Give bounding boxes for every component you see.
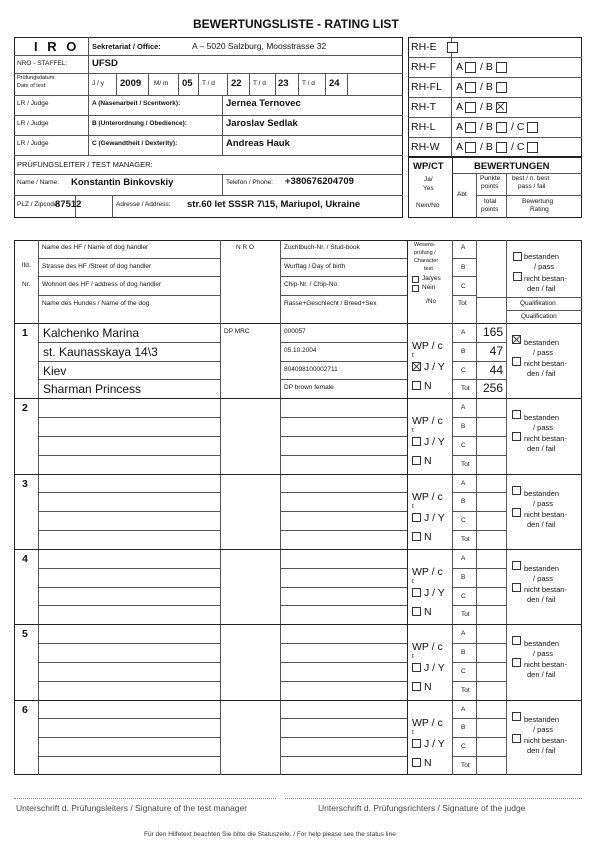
yes-label: Yes	[423, 185, 434, 192]
judge-name[interactable]: Jernea Ternovec	[226, 98, 301, 109]
rh-code: RH-F	[411, 61, 437, 73]
date-part-label: T / d	[253, 80, 266, 87]
entry-handler-line[interactable]: Sharman Princess	[43, 382, 142, 397]
entry-score-label: C	[461, 667, 466, 675]
header-col1-line: Name des Hundes / Name of the dog	[42, 299, 150, 307]
entry-nicht: nicht bestan-	[524, 735, 567, 745]
rh-checkbox[interactable]	[496, 102, 507, 113]
entry-pass: / pass	[533, 348, 554, 357]
header-col1-line: Strasse des HF /Street of dog handler	[42, 262, 152, 270]
zip-value[interactable]: 87512	[55, 199, 82, 210]
entry-n-checkbox[interactable]	[412, 532, 421, 541]
rh-letter: / B	[480, 141, 493, 153]
entry-n-checkbox[interactable]	[412, 758, 421, 767]
entry-score-label: B	[461, 498, 466, 506]
rh-checkbox[interactable]	[496, 142, 507, 153]
entry-wp-t: t	[412, 728, 414, 736]
entry-handler-line[interactable]: Kiev	[43, 363, 67, 378]
header-pass: / pass	[534, 262, 555, 271]
entry-pass: / pass	[533, 649, 554, 659]
entry-pass-checkbox[interactable]	[512, 335, 521, 344]
entry-score-label: C	[461, 441, 466, 449]
entry-score-label: A	[461, 404, 466, 412]
entry-number: 5	[22, 628, 28, 641]
entry-n-checkbox[interactable]	[412, 682, 421, 691]
rh-letter: / C	[511, 121, 525, 133]
bewertungen-label: BEWERTUNGEN	[474, 161, 550, 172]
rh-code: RH-W	[411, 141, 440, 153]
nein-no-label: Nein/No	[416, 202, 440, 209]
header-col3-line: Wurftag / Day of birth	[284, 262, 346, 270]
entry-score-label: Tot	[461, 611, 470, 619]
entry-pass: / pass	[533, 498, 554, 508]
date-part-label: T / d	[202, 80, 215, 87]
entry-score-label: A	[461, 329, 466, 336]
rh-checkbox[interactable]	[465, 102, 476, 113]
header-qualification: Qualification	[521, 313, 557, 320]
rh-checkbox[interactable]	[465, 142, 476, 153]
header-qualifikation: Qualifikation	[520, 300, 556, 307]
entry-handler-line[interactable]: Kalchenko Marina	[43, 326, 140, 340]
office-value: A – 5020 Salzburg, Moosstrasse 32	[192, 41, 327, 51]
entry-fail-checkbox[interactable]	[512, 734, 521, 743]
wesen-1: Wesens-	[414, 242, 436, 248]
header-nein-checkbox	[412, 285, 419, 292]
entry-number: 2	[22, 402, 28, 415]
entry-wp-label: WP / c	[412, 716, 443, 729]
date-part-value[interactable]: 2009	[120, 78, 142, 89]
entry-score-label: C	[461, 592, 466, 600]
entry-score-label: C	[461, 743, 466, 751]
wesen-3: Character	[414, 258, 439, 264]
entry-wp-label: WP / c	[412, 415, 443, 428]
judge-part: B (Unterordnung / Obedience):	[92, 120, 187, 127]
rh-checkbox[interactable]	[465, 62, 476, 73]
entry-info-line[interactable]: 05.10.2004	[284, 346, 317, 354]
header-a: A	[461, 244, 466, 251]
phone-value[interactable]: +380676204709	[285, 176, 354, 187]
judge-part: A (Nasenarbeit / Scentwork):	[92, 100, 181, 107]
best-label: best / n. best	[512, 175, 550, 182]
header-col3-line: Zuchtbuch-Nr. / Stud-book	[284, 244, 360, 251]
entry-bestanden: bestanden	[524, 563, 560, 573]
entry-score-label: C	[461, 517, 466, 525]
entry-score-label: A	[461, 705, 466, 713]
entry-fail: den / fail	[527, 519, 556, 529]
address-label: Adresse / Address:	[116, 201, 171, 208]
header-c: C	[461, 283, 466, 290]
entry-score-label: B	[461, 724, 466, 732]
entry-pass-checkbox[interactable]	[512, 712, 521, 721]
entry-score-label: Tot	[461, 385, 470, 393]
judge-label: LR / Judge	[17, 100, 49, 107]
entry-fail-checkbox[interactable]	[512, 432, 521, 441]
header-fail: den / fail	[527, 284, 556, 293]
entry-info-line[interactable]: DP brown female	[284, 384, 334, 392]
rh-letter: / B	[480, 121, 493, 133]
entry-fail-checkbox[interactable]	[512, 508, 521, 517]
entry-jy-checkbox[interactable]	[412, 663, 421, 672]
entry-pass-checkbox[interactable]	[512, 486, 521, 495]
date-label-en: Date of test:	[17, 83, 47, 89]
entry-pass: / pass	[533, 573, 554, 583]
rh-letter: A	[456, 61, 464, 73]
rh-letter: A	[456, 101, 464, 113]
rh-letter: / B	[480, 61, 493, 73]
lfd-label: lfd.	[22, 262, 31, 269]
entry-n-checkbox[interactable]	[412, 607, 421, 616]
entry-nicht: nicht bestan-	[524, 434, 567, 444]
header-bestanden: bestanden	[524, 252, 560, 261]
pass-fail-label: pass / fail	[518, 183, 546, 190]
entries-table	[14, 240, 582, 775]
entry-score-label: B	[461, 347, 466, 355]
entry-wp-label: WP / c	[412, 641, 443, 654]
entry-wp-t: t	[412, 352, 414, 359]
rh-letter: A	[456, 81, 464, 93]
entry-fail-checkbox[interactable]	[512, 583, 521, 592]
entry-fail: den / fail	[527, 444, 556, 454]
total-points-label: points	[481, 206, 499, 213]
entry-nicht: nicht bestan-	[524, 359, 567, 368]
nro-label: NRO - STAFFEL:	[17, 60, 68, 67]
header-jayes-checkbox	[412, 276, 419, 283]
entry-fail: den / fail	[527, 369, 556, 378]
entry-number: 6	[22, 703, 28, 716]
entry-n-label: N	[424, 756, 432, 769]
entry-jy-checkbox[interactable]	[412, 513, 421, 522]
wpct-label: WP/CT	[413, 161, 444, 172]
rh-checkbox[interactable]	[496, 82, 507, 93]
date-part-value[interactable]: 05	[182, 78, 193, 89]
header-fail-checkbox	[513, 272, 522, 281]
rh-letter: / B	[480, 101, 493, 113]
page-title: BEWERTUNGSLISTE - RATING LIST	[193, 17, 399, 31]
entry-wp-t: t	[412, 653, 414, 661]
header-col1-line: Wohnort des HF / address of dog handler	[42, 281, 162, 288]
rh-checkbox[interactable]	[465, 82, 476, 93]
entry-bestanden: bestanden	[524, 714, 560, 724]
punkte-label: Punkte	[480, 175, 501, 182]
rh-code: RH-E	[411, 41, 437, 53]
entry-bestanden: bestanden	[524, 413, 560, 423]
rh-code: RH-FL	[411, 81, 442, 93]
entry-score-label: B	[461, 573, 466, 581]
entry-nro[interactable]: DP MRC	[224, 328, 250, 335]
entry-nicht: nicht bestan-	[524, 509, 567, 519]
entry-wp-label: WP / c	[412, 340, 443, 352]
judge-label: LR / Judge	[17, 140, 49, 147]
entry-score-label: A	[461, 479, 466, 487]
header-nicht: nicht bestan-	[524, 274, 567, 283]
manager-title: PRÜFUNGSLEITER / TEST MANAGER:	[17, 160, 153, 169]
entry-pass: / pass	[533, 423, 554, 433]
entry-score-value[interactable]: 165	[482, 325, 503, 339]
date-part-label: T / d	[302, 80, 315, 87]
entry-n-checkbox[interactable]	[412, 456, 421, 465]
entry-n-label: N	[424, 380, 432, 392]
total-label: total	[484, 198, 497, 205]
entry-score-label: A	[461, 554, 466, 562]
entry-score-label: Tot	[461, 761, 470, 769]
manager-name[interactable]: Konstantin Binkovskiy	[71, 177, 174, 188]
entry-jy-checkbox[interactable]	[412, 437, 421, 446]
entry-jy-label: J / Y	[424, 586, 445, 599]
rh-checkbox[interactable]	[465, 122, 476, 133]
entry-number: 4	[22, 552, 28, 565]
date-part-value[interactable]: 24	[329, 78, 340, 89]
entry-wp-t: t	[412, 427, 414, 435]
entry-bestanden: bestanden	[524, 338, 560, 347]
header-col3-line: Chip-Nr. / Chip-No.	[284, 281, 339, 288]
date-part-label: M/ m	[154, 80, 169, 87]
date-part-value[interactable]: 22	[231, 78, 242, 89]
header-no: /No	[426, 298, 437, 305]
phone-label: Telefon / Phone:	[226, 179, 273, 186]
rh-checkbox[interactable]	[527, 142, 538, 153]
signature-manager[interactable]: Unterschrift d. Prüfungsleiters / Signature of the test manager	[16, 803, 248, 813]
points-label: points	[481, 183, 499, 190]
entry-info-line[interactable]: 000057	[284, 328, 306, 335]
entry-n-label: N	[424, 681, 432, 694]
rh-letter: / C	[511, 141, 525, 153]
rh-checkbox[interactable]	[447, 42, 458, 53]
header-col3-line: Rasse+Geschlecht / Breed+Sex	[284, 299, 377, 307]
header-tot: Tot	[458, 300, 467, 307]
judge-name[interactable]: Andreas Hauk	[226, 138, 290, 149]
bewertung-label: Bewertung	[522, 198, 554, 205]
entry-handler-line[interactable]: st. Kaunasskaya 14\3	[43, 344, 158, 359]
date-part-label: J / y	[92, 80, 104, 87]
entry-jy-checkbox[interactable]	[412, 588, 421, 597]
abt-label: Abt	[457, 191, 467, 198]
entry-bestanden: bestanden	[524, 488, 560, 498]
entry-number: 3	[22, 477, 28, 490]
address-value[interactable]: str.60 let SSSR 7\15, Mariupol, Ukraine	[187, 199, 361, 210]
signature-judge[interactable]: Unterschrift d. Prüfungsrichters / Signature of the judge	[318, 803, 526, 813]
header-col1-line: Name des HF / Name of dog handler	[42, 244, 149, 251]
rh-letter: / B	[480, 81, 493, 93]
entry-pass-checkbox[interactable]	[512, 636, 521, 645]
header-nein: Nein	[422, 284, 436, 291]
entry-n-label: N	[424, 530, 432, 543]
nro-header: N R O	[236, 244, 255, 251]
date-label: Prüfungsdatum:	[17, 75, 56, 81]
zip-label: PLZ / Zipcode:	[17, 201, 60, 208]
entry-info-line[interactable]: 804098100002711	[284, 365, 338, 373]
entry-score-value[interactable]: 47	[489, 343, 503, 358]
judge-name[interactable]: Jaroslav Sedlak	[226, 118, 298, 129]
entry-n-checkbox[interactable]	[412, 381, 421, 390]
entry-nicht: nicht bestan-	[524, 584, 567, 594]
entry-score-value[interactable]: 256	[482, 381, 503, 396]
entry-pass: / pass	[533, 724, 554, 734]
entry-score-label: Tot	[461, 460, 470, 468]
entry-score-label: B	[461, 649, 466, 657]
header-jayes: Ja/yes	[422, 275, 441, 282]
entry-wp-t: t	[412, 502, 414, 510]
rh-checkbox[interactable]	[496, 62, 507, 73]
entry-jy-checkbox[interactable]	[412, 362, 421, 371]
entry-n-label: N	[424, 605, 432, 618]
judge-label: LR / Judge	[17, 120, 49, 127]
header-block	[14, 37, 403, 218]
office-label: Sekretariat / Office:	[92, 42, 161, 51]
entry-fail-checkbox[interactable]	[512, 658, 521, 667]
iro-label: I R O	[34, 39, 80, 54]
entry-nicht: nicht bestan-	[524, 660, 567, 670]
entry-wp-label: WP / c	[412, 565, 443, 578]
entry-fail: den / fail	[527, 594, 556, 604]
wesen-4: test	[424, 266, 433, 272]
entry-bestanden: bestanden	[524, 639, 560, 649]
entry-n-label: N	[424, 455, 432, 468]
rh-letter: A	[456, 121, 464, 133]
date-part-value[interactable]: 23	[278, 78, 289, 89]
header-pass-checkbox	[513, 252, 522, 261]
rh-code: RH-L	[411, 121, 436, 133]
nro-value[interactable]: UFSD	[92, 58, 118, 69]
entry-fail: den / fail	[527, 670, 556, 680]
entry-score-label: B	[461, 423, 466, 431]
entry-score-label: A	[461, 630, 466, 638]
rh-checkbox[interactable]	[496, 122, 507, 133]
entry-jy-label: J / Y	[424, 361, 445, 373]
judge-part: C (Gewandtheit / Dexterity):	[92, 140, 178, 147]
name-label: Name / Name:	[17, 179, 59, 186]
entry-score-label: Tot	[461, 536, 470, 544]
entry-score-label: Tot	[461, 686, 470, 694]
entry-jy-label: J / Y	[424, 436, 445, 449]
entry-jy-checkbox[interactable]	[412, 739, 421, 748]
ja-label: Ja/	[424, 176, 433, 183]
wesen-2: prüfung /	[414, 250, 436, 256]
entry-fail-checkbox[interactable]	[512, 357, 521, 366]
entry-wp-label: WP / c	[412, 490, 443, 503]
entry-jy-label: J / Y	[424, 511, 445, 524]
header-b: B	[461, 264, 466, 271]
entry-score-value[interactable]: 44	[489, 362, 503, 377]
entry-fail: den / fail	[527, 745, 556, 755]
entry-jy-label: J / Y	[424, 737, 445, 750]
rh-code: RH-T	[411, 101, 437, 113]
entry-pass-checkbox[interactable]	[512, 410, 521, 419]
entry-jy-label: J / Y	[424, 662, 445, 675]
rating-label: Rating	[530, 206, 549, 213]
nr-label: Nr.	[22, 281, 31, 288]
help-text: Für den Hilfetext beachten Sie bitte die Statuszeile. / For help please see the status line	[144, 831, 396, 838]
entry-pass-checkbox[interactable]	[512, 561, 521, 570]
entry-score-label: C	[461, 366, 466, 374]
rh-checkbox[interactable]	[527, 122, 538, 133]
entry-wp-t: t	[412, 577, 414, 585]
entry-number: 1	[22, 327, 28, 339]
rh-letter: A	[456, 141, 464, 153]
